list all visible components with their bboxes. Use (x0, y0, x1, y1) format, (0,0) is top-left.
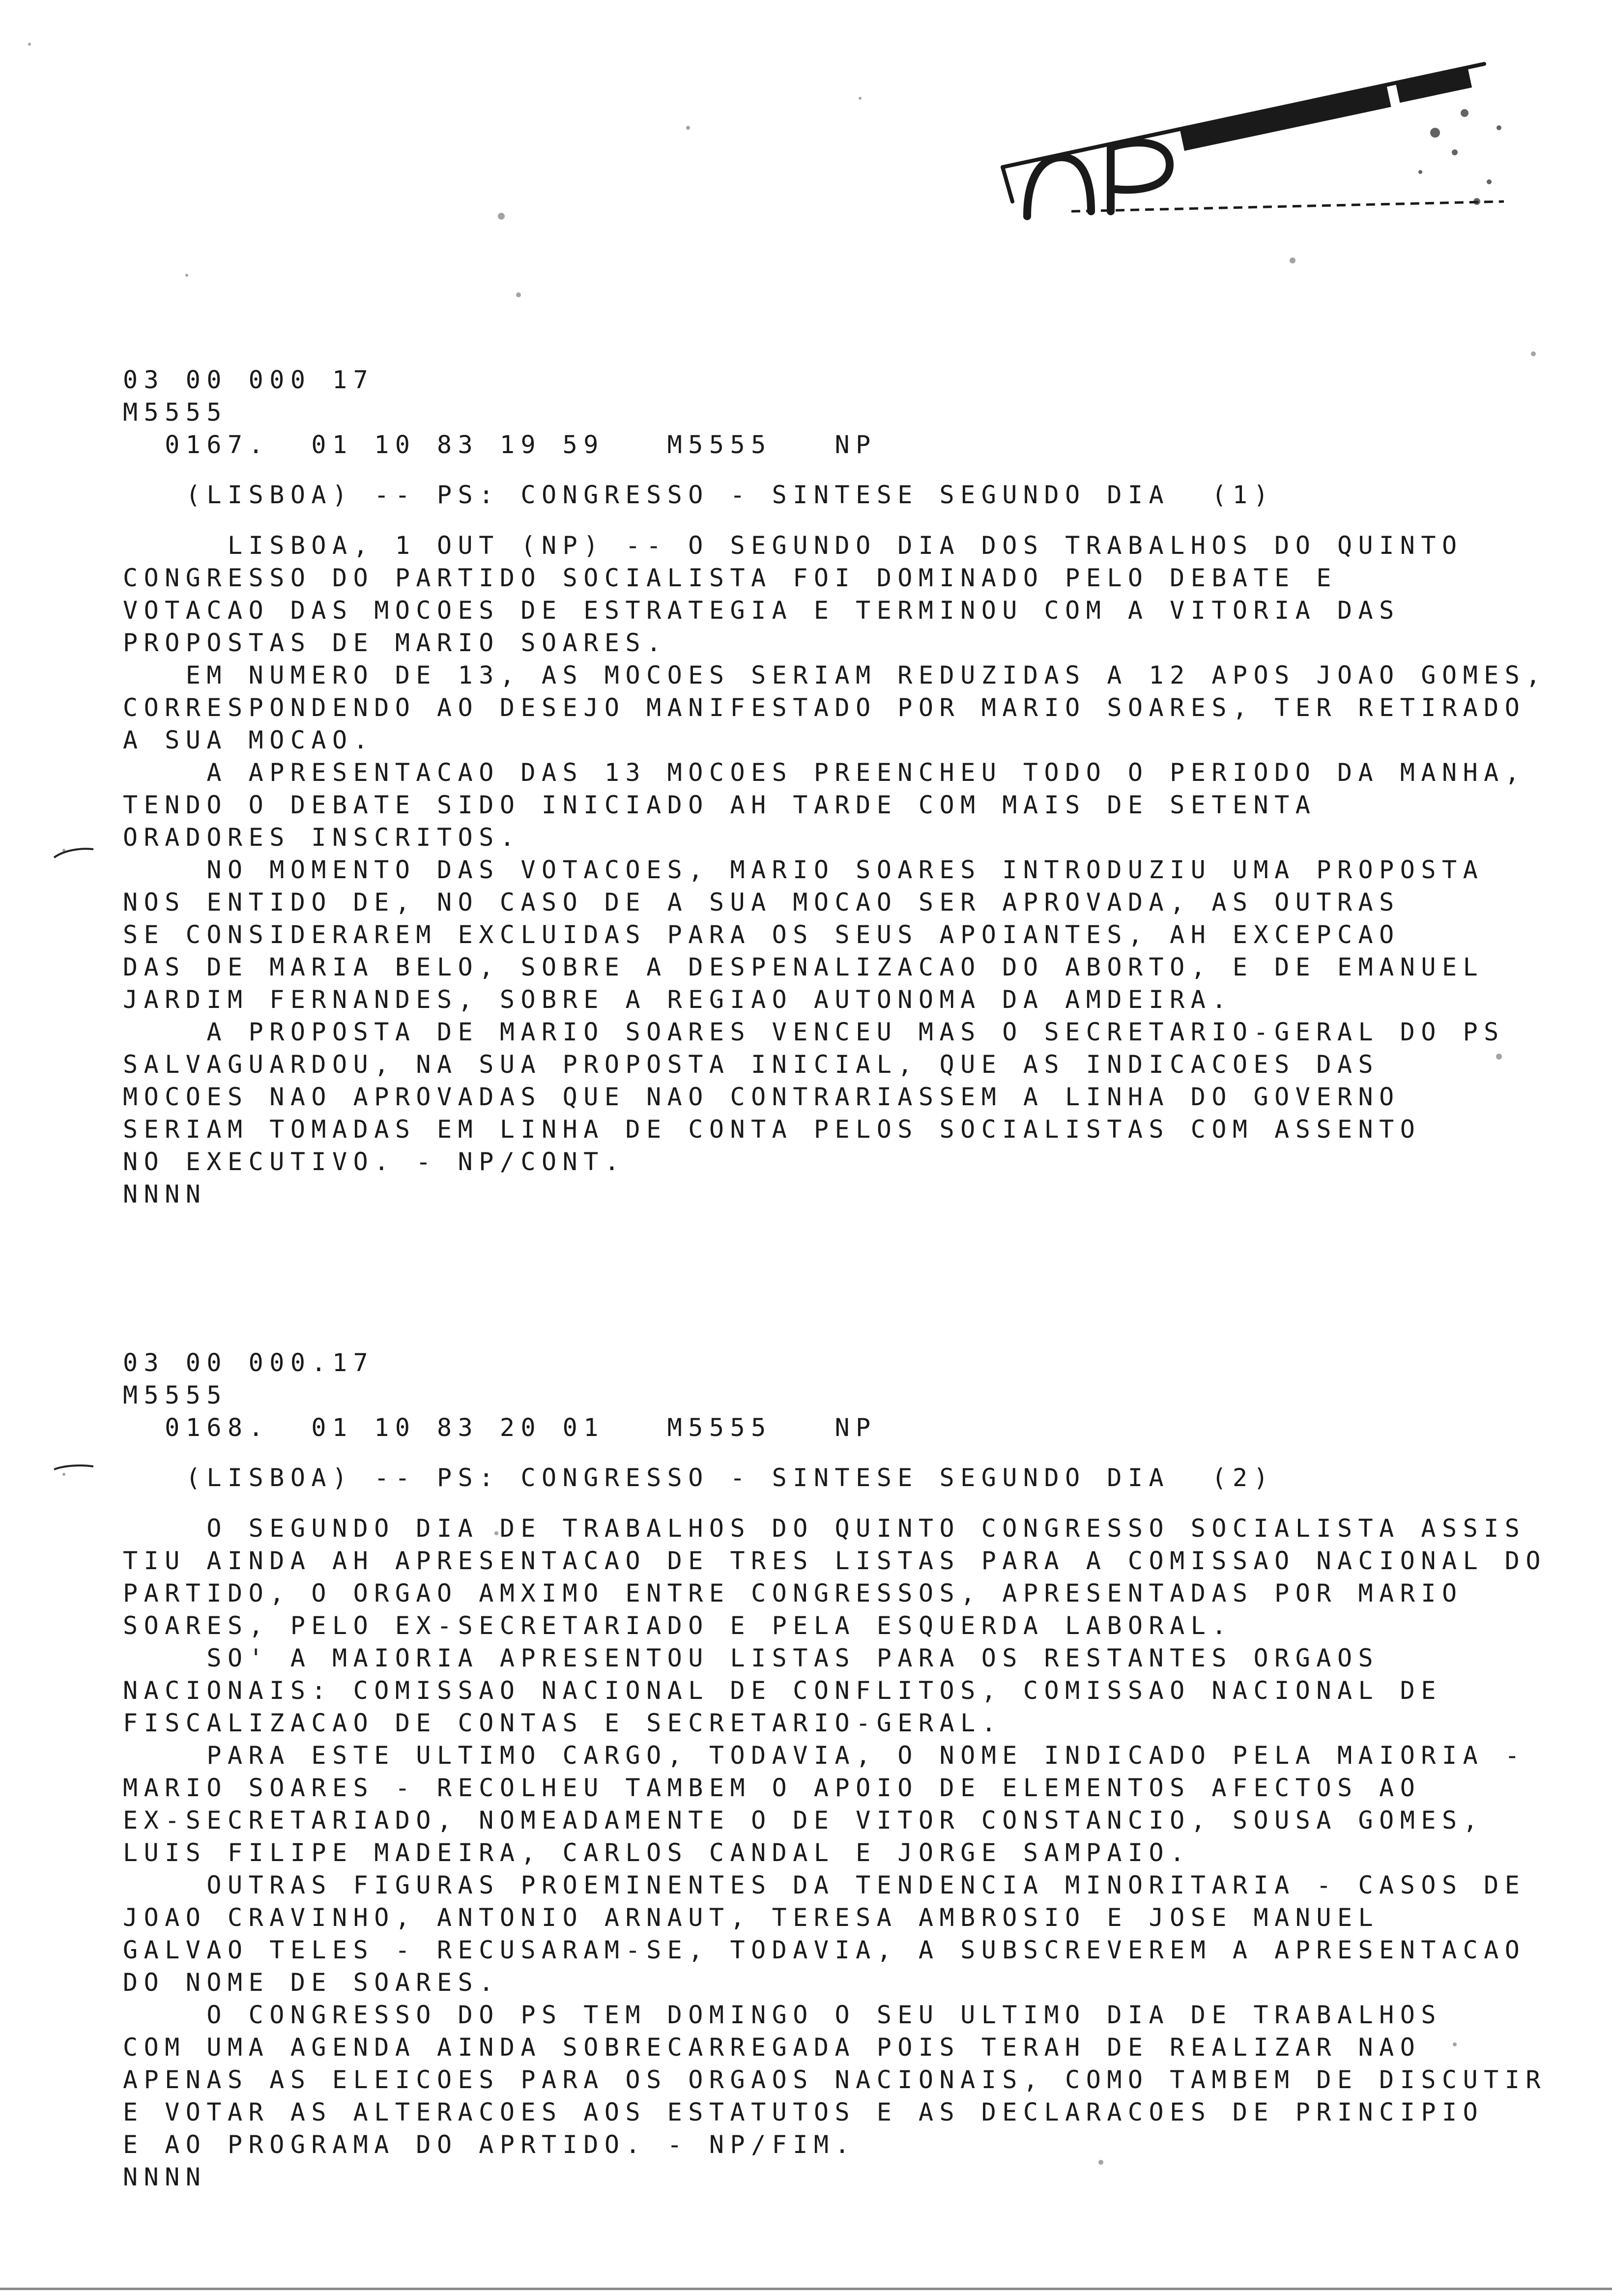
body-line: EM NUMERO DE 13, AS MOCOES SERIAM REDUZIDAS A 12 APOS JOAO GOMES, (123, 660, 1547, 689)
body-line: MARIO SOARES - RECOLHEU TAMBEM O APOIO DE ELEMENTOS AFECTOS AO (123, 1773, 1421, 1802)
header-line: 0167. 01 10 83 19 59 M5555 NP (123, 430, 877, 459)
body-line: NO MOMENTO DAS VOTACOES, MARIO SOARES INTRODUZIU UMA PROPOSTA (123, 855, 1484, 884)
body-line: PARTIDO, O ORGAO AMXIMO ENTRE CONGRESSOS, APRESENTADAS POR MARIO (123, 1578, 1463, 1607)
body-line: A SUA MOCAO. (123, 725, 374, 754)
body-line: NACIONAIS: COMISSAO NACIONAL DE CONFLITOS, COMISSAO NACIONAL DE (123, 1676, 1442, 1705)
body-line: PROPOSTAS DE MARIO SOARES. (123, 628, 667, 657)
body-line: MOCOES NAO APROVADAS QUE NAO CONTRARIASSEM A LINHA DO GOVERNO (123, 1082, 1400, 1111)
header-line: 03 00 000 17 (123, 366, 374, 394)
body-line: JOAO CRAVINHO, ANTONIO ARNAUT, TERESA AMBROSIO E JOSE MANUEL (123, 1903, 1380, 1932)
body-line: SO' A MAIORIA APRESENTOU LISTAS PARA OS RESTANTES ORGAOS (123, 1643, 1380, 1672)
body-line: LISBOA, 1 OUT (NP) -- O SEGUNDO DIA DOS TRABALHOS DO QUINTO (123, 531, 1463, 560)
body-line: CONGRESSO DO PARTIDO SOCIALISTA FOI DOMINADO PELO DEBATE E (123, 563, 1337, 592)
body-line: SERIAM TOMADAS EM LINHA DE CONTA PELOS SOCIALISTAS COM ASSENTO (123, 1115, 1421, 1144)
body-line: APENAS AS ELEICOES PARA OS ORGAOS NACIONAIS, COMO TAMBEM DE DISCUTIR (123, 2065, 1547, 2094)
body-line: DO NOME DE SOARES. (123, 1968, 500, 1997)
body-line: NNNN (123, 1179, 207, 1208)
message-title: (LISBOA) -- PS: CONGRESSO - SINTESE SEGUNDO DIA (1) (123, 481, 1275, 510)
body-line: O CONGRESSO DO PS TEM DOMINGO O SEU ULTIMO DIA DE TRABALHOS (123, 2000, 1442, 2029)
page-bottom-edge (0, 2288, 1612, 2290)
body-line: E VOTAR AS ALTERACOES AOS ESTATUTOS E AS DECLARACOES DE PRINCIPIO (123, 2097, 1484, 2126)
body-line: ORADORES INSCRITOS. (123, 823, 521, 852)
body-line: O SEGUNDO DIA DE TRABALHOS DO QUINTO CONGRESSO SOCIALISTA ASSIS (123, 1514, 1526, 1543)
body-line: NOS ENTIDO DE, NO CASO DE A SUA MOCAO SER APROVADA, AS OUTRAS (123, 888, 1400, 917)
body-line: GALVAO TELES - RECUSARAM-SE, TODAVIA, A SUBSCREVEREM A APRESENTACAO (123, 1935, 1526, 1964)
body-line: PARA ESTE ULTIMO CARGO, TODAVIA, O NOME INDICADO PELA MAIORIA - (123, 1741, 1526, 1770)
agency-stamp-logo (993, 54, 1514, 231)
body-line: VOTACAO DAS MOCOES DE ESTRATEGIA E TERMINOU COM A VITORIA DAS (123, 596, 1400, 625)
header-line: M5555 (123, 398, 228, 427)
body-line: SE CONSIDERAREM EXCLUIDAS PARA OS SEUS APOIANTES, AH EXCEPCAO (123, 920, 1400, 949)
body-line: TIU AINDA AH APRESENTACAO DE TRES LISTAS PARA A COMISSAO NACIONAL DO (123, 1546, 1547, 1575)
body-line: A PROPOSTA DE MARIO SOARES VENCEU MAS O SECRETARIO-GERAL DO PS (123, 1017, 1505, 1046)
body-line: COM UMA AGENDA AINDA SOBRECARREGADA POIS TERAH DE REALIZAR NAO (123, 2033, 1421, 2062)
header-line: 03 00 000.17 (123, 1349, 374, 1377)
body-line: TENDO O DEBATE SIDO INICIADO AH TARDE COM MAIS DE SETENTA (123, 790, 1317, 819)
body-line: LUIS FILIPE MADEIRA, CARLOS CANDAL E JORGE SAMPAIO. (123, 1838, 1191, 1867)
body-line: E AO PROGRAMA DO APRTIDO. - NP/FIM. (123, 2130, 856, 2159)
body-line: NNNN (123, 2162, 207, 2191)
header-line: 0168. 01 10 83 20 01 M5555 NP (123, 1413, 877, 1442)
body-line: EX-SECRETARIADO, NOMEADAMENTE O DE VITOR CONSTANCIO, SOUSA GOMES, (123, 1806, 1484, 1835)
body-line: OUTRAS FIGURAS PROEMINENTES DA TENDENCIA MINORITARIA - CASOS DE (123, 1870, 1526, 1899)
message-title: (LISBOA) -- PS: CONGRESSO - SINTESE SEGUNDO DIA (2) (123, 1464, 1275, 1492)
body-line: FISCALIZACAO DE CONTAS E SECRETARIO-GERAL. (123, 1708, 1003, 1737)
body-line: SOARES, PELO EX-SECRETARIADO E PELA ESQUERDA LABORAL. (123, 1611, 1233, 1640)
body-line: JARDIM FERNANDES, SOBRE A REGIAO AUTONOMA DA AMDEIRA. (123, 985, 1233, 1014)
header-line: M5555 (123, 1381, 228, 1409)
body-line: SALVAGUARDOU, NA SUA PROPOSTA INICIAL, QUE AS INDICACOES DAS (123, 1050, 1380, 1079)
body-line: NO EXECUTIVO. - NP/CONT. (123, 1147, 626, 1176)
body-line: CORRESPONDENDO AO DESEJO MANIFESTADO POR MARIO SOARES, TER RETIRADO (123, 693, 1526, 722)
body-line: DAS DE MARIA BELO, SOBRE A DESPENALIZACAO DO ABORTO, E DE EMANUEL (123, 952, 1484, 981)
body-line: A APRESENTACAO DAS 13 MOCOES PREENCHEU TODO O PERIODO DA MANHA, (123, 758, 1526, 787)
